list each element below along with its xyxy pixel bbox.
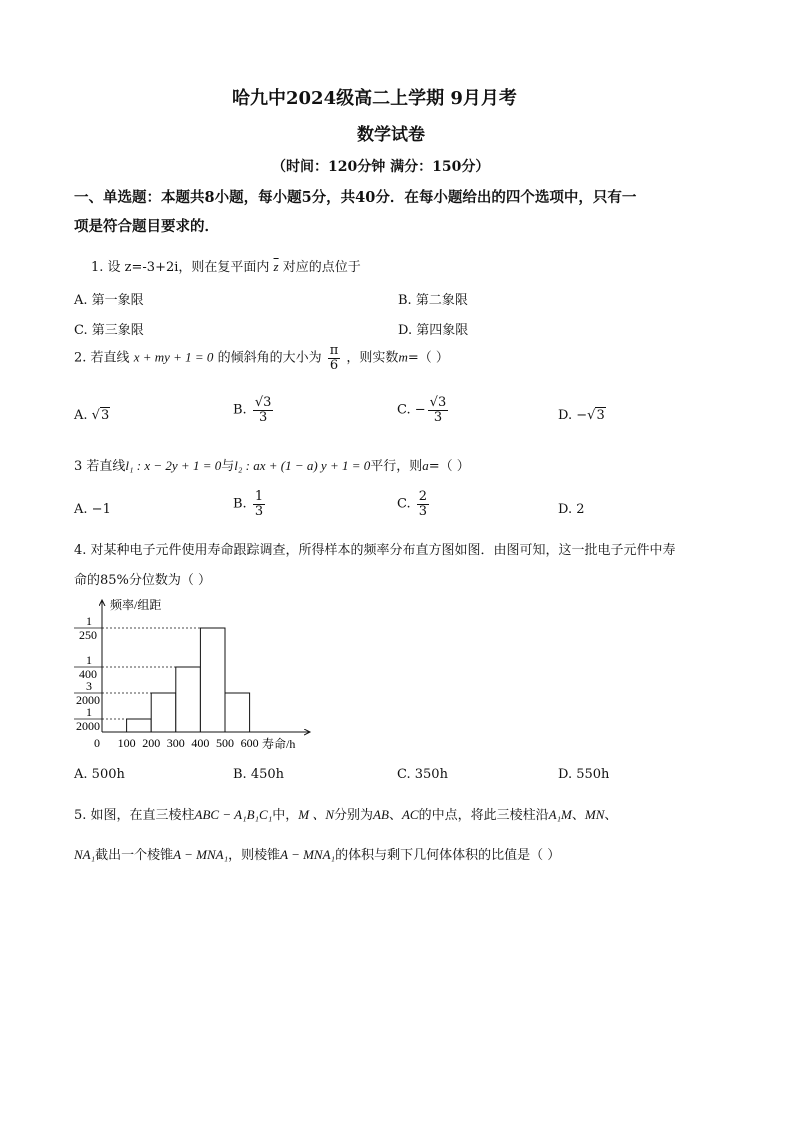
q5-line2-post: 的体积与剩下几何体体积的比值是（ ） [335, 848, 561, 863]
q2-option-a[interactable]: A. √3 [74, 408, 110, 423]
histogram-bar [200, 628, 225, 732]
y-tick-denominator: 400 [79, 667, 97, 681]
q2-tail: =（ ） [407, 350, 449, 366]
q5-prism: ABC − A₁B₁C₁ [194, 807, 273, 822]
histogram-bar [127, 719, 152, 732]
q3-option-a[interactable] [74, 502, 111, 517]
q1-text-pre: 1. 设 z=-3+2i，则在复平面内 [91, 260, 270, 275]
q3-option-c[interactable] [397, 490, 431, 518]
q2-option-b[interactable] [233, 396, 275, 424]
q3-pre: 3 若直线 [74, 459, 126, 474]
question-4-line1: 4. 对某种电子元件使用寿命跟踪调查，所得样本的频率分布直方图如图．由图可知，这一批电子元件中寿 [74, 543, 676, 558]
option-label: C. [397, 496, 411, 512]
question-5-line1 [74, 804, 617, 823]
q1-text-post: 对应的点位于 [282, 260, 361, 275]
fraction-numerator: √3 [429, 395, 447, 410]
q2-mid: 的倾斜角的大小为 [217, 350, 322, 366]
histogram-bar [225, 693, 250, 732]
histogram-bar [176, 667, 201, 732]
q3-option-d[interactable] [558, 502, 585, 517]
option-fraction [417, 490, 429, 518]
q3-line1: l₁ : x − 2y + 1 = 0 [125, 458, 222, 473]
option-sqrt: 3 [100, 408, 110, 423]
option-label: B. [233, 402, 247, 418]
q1-option-a[interactable] [74, 289, 144, 308]
option-text: 第四象限 [416, 323, 469, 338]
x-tick-label: 400 [191, 736, 210, 750]
x-tick-label: 600 [240, 736, 259, 750]
x-tick-label: 500 [216, 736, 234, 750]
question-5-line2 [74, 844, 560, 863]
q5-na1: NA₁ [74, 847, 96, 862]
q5-line2-mid2: ，则棱锥 [228, 848, 281, 863]
frequency-histogram [70, 596, 330, 756]
q5-mn: M 、N [298, 807, 335, 822]
option-text: 500h [91, 767, 125, 782]
q2-post: ，则实数 [346, 350, 399, 366]
q5-line2-mid: 截出一个棱锥 [95, 848, 174, 863]
fraction-denominator: 3 [258, 409, 268, 425]
time-info: （时间：120分钟 满分：150分） [272, 159, 490, 175]
q1-conjugate: $\overline{z}$ [273, 259, 279, 274]
question-3 [74, 455, 470, 474]
q3-tail: =（ ） [428, 459, 470, 474]
section-heading-line1: 一、单选题：本题共8小题，每小题5分，共40分．在每小题给出的四个选项中，只有一 [74, 189, 637, 206]
x-axis-label: 寿命/h [262, 737, 296, 751]
option-label: D. [558, 408, 573, 423]
fraction-denominator: 3 [418, 503, 428, 519]
option-text: 450h [250, 767, 285, 782]
y-tick-numerator: 1 [86, 705, 92, 719]
option-label: A. [74, 767, 88, 782]
q1-option-b[interactable] [398, 289, 468, 308]
option-label: C. [397, 402, 411, 418]
exam-subtitle: 数学试卷 [357, 125, 425, 145]
q5-sep2: 、 [571, 808, 585, 823]
q4-option-c[interactable] [397, 767, 448, 782]
q5-sep3: 、 [604, 808, 618, 823]
option-label: D. [558, 502, 573, 517]
q3-var: a [422, 458, 429, 473]
q5-pre: 5. 如图，在直三棱柱 [74, 808, 195, 823]
fraction-numerator: 1 [254, 489, 264, 504]
q4-option-a[interactable] [74, 767, 125, 782]
question-4-line2: 命的85%分位数为（ ） [74, 573, 212, 588]
option-label: B. [398, 293, 412, 308]
option-label: B. [233, 767, 247, 782]
histogram-bar [151, 693, 176, 732]
q2-option-c[interactable] [397, 396, 450, 424]
fraction-denominator: 3 [433, 409, 443, 425]
x-tick-label: 0 [94, 736, 100, 750]
option-label: A. [74, 502, 88, 517]
fraction-numerator: 2 [418, 489, 428, 504]
option-text: 第二象限 [415, 293, 468, 308]
option-label: A. [74, 293, 88, 308]
q5-pyramid: A − MNA₁ [173, 847, 229, 862]
option-sign: − [576, 408, 588, 423]
q5-post: 的中点，将此三棱柱沿 [418, 808, 549, 823]
y-tick-denominator: 250 [79, 628, 97, 642]
question-1 [91, 256, 361, 275]
q4-option-b[interactable] [233, 767, 284, 782]
option-text: 第三象限 [91, 323, 144, 338]
question-2 [74, 344, 449, 372]
q5-ac: AC [401, 807, 419, 822]
y-axis-label: 频率/组距 [110, 598, 162, 612]
q5-a1m: A₁M [548, 807, 572, 822]
fraction-denominator: 6 [329, 357, 339, 373]
option-label: D. [558, 767, 573, 782]
x-tick-label: 300 [166, 736, 185, 750]
option-fraction [428, 396, 449, 424]
option-text: 350h [414, 767, 448, 782]
y-tick-numerator: 3 [86, 679, 92, 693]
y-tick-numerator: 1 [86, 653, 92, 667]
q1-option-d[interactable] [398, 319, 468, 338]
x-tick-label: 200 [142, 736, 161, 750]
q1-option-c[interactable] [74, 319, 144, 338]
q2-angle-fraction [328, 344, 341, 372]
option-label: C. [397, 767, 411, 782]
exam-title: 哈九中2024级高二上学期 9月月考 [232, 88, 517, 109]
q3-option-b[interactable] [233, 490, 267, 518]
q2-option-d[interactable]: D. −√3 [558, 408, 605, 423]
option-label: B. [233, 496, 247, 512]
q5-mnl: MN [584, 807, 605, 822]
option-text: 2 [576, 502, 585, 517]
q5-ab: AB [373, 807, 389, 822]
fraction-numerator: π [329, 343, 339, 358]
option-text: 550h [576, 767, 610, 782]
option-fraction [253, 396, 274, 424]
option-text: −1 [91, 502, 111, 517]
x-tick-label: 100 [117, 736, 136, 750]
option-label: D. [398, 323, 413, 338]
q2-equation: x + my + 1 = 0 [133, 349, 214, 365]
option-label: A. [74, 408, 88, 423]
y-tick-numerator: 1 [86, 614, 92, 628]
q3-line2: l₂ : ax + (1 − a) y + 1 = 0 [234, 458, 371, 473]
q2-var: m [398, 349, 408, 365]
q5-pyramid-2: A − MNA₁ [280, 847, 336, 862]
q4-option-d[interactable] [558, 767, 609, 782]
option-sqrt: 3 [596, 408, 605, 423]
q3-mid: 与 [221, 459, 235, 474]
option-sign: − [414, 402, 426, 418]
q5-sep: 、 [388, 808, 402, 823]
q2-pre: 2. 若直线 [74, 350, 130, 366]
y-tick-denominator: 2000 [76, 693, 100, 707]
q5-mid2: 分别为 [334, 808, 374, 823]
option-text: 第一象限 [91, 293, 144, 308]
fraction-denominator: 3 [254, 503, 264, 519]
option-fraction [253, 490, 265, 518]
y-tick-denominator: 2000 [76, 719, 100, 733]
fraction-numerator: √3 [254, 395, 272, 410]
section-heading-line2: 项是符合题目要求的． [74, 218, 219, 235]
q3-post: 平行，则 [370, 459, 423, 474]
q5-mid: 中， [272, 808, 299, 823]
option-label: C. [74, 323, 88, 338]
